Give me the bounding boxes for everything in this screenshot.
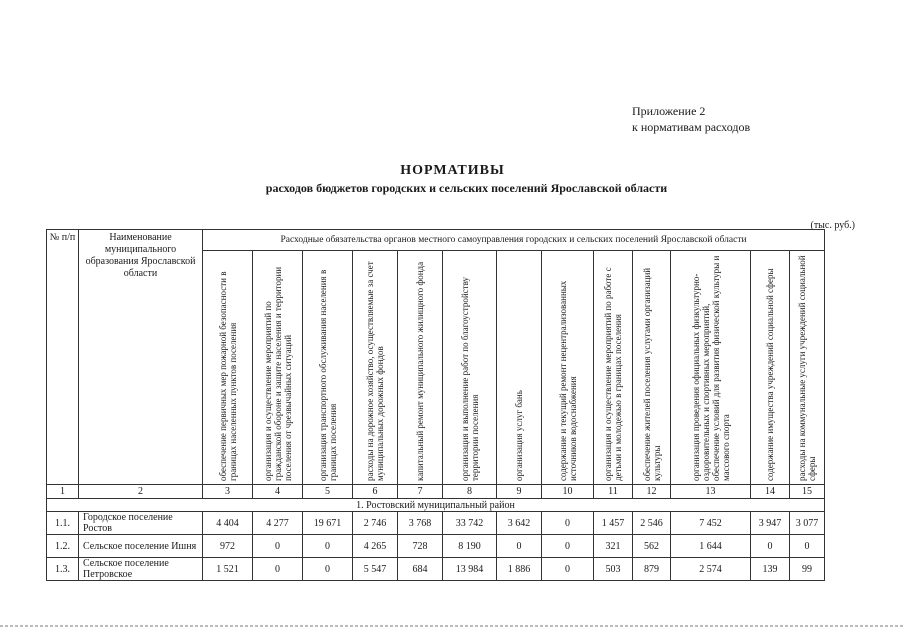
- value-cell: 4 404: [203, 512, 253, 535]
- column-number: 6: [353, 485, 398, 499]
- column-numbering-row: [47, 485, 825, 499]
- column-number: 13: [671, 485, 751, 499]
- table-row: [47, 535, 825, 558]
- table-row: [47, 512, 825, 535]
- value-cell: 503: [594, 558, 633, 581]
- value-cell: 0: [497, 535, 542, 558]
- header-expenses: Расходные обязательства органов местного самоуправления городских и сельских поселений Ярославской области: [203, 230, 825, 251]
- section-row: [47, 499, 825, 512]
- appendix-line-1: Приложение 2: [632, 104, 706, 118]
- value-cell: 0: [542, 512, 594, 535]
- value-cell: 1 886: [497, 558, 542, 581]
- value-cell: 3 642: [497, 512, 542, 535]
- header-number: № п/п: [47, 230, 79, 485]
- column-header-6: [353, 251, 398, 485]
- value-cell: 139: [751, 558, 790, 581]
- table-row: [47, 558, 825, 581]
- column-number: 5: [303, 485, 353, 499]
- column-header-13: [671, 251, 751, 485]
- value-cell: 2 746: [353, 512, 398, 535]
- column-header-label: организация и осуществление мероприятий по работе с детьми и молодежью в границах поселения: [603, 266, 623, 481]
- appendix-label: [632, 103, 750, 135]
- value-cell: 0: [542, 535, 594, 558]
- document-title: НОРМАТИВЫ: [400, 163, 505, 178]
- column-number: 15: [790, 485, 825, 499]
- value-cell: 972: [203, 535, 253, 558]
- municipality-name: Городское поселение Ростов: [79, 512, 203, 535]
- row-number: 1.2.: [47, 535, 79, 558]
- column-header-8: [443, 251, 497, 485]
- column-number: 11: [594, 485, 633, 499]
- row-number: 1.1.: [47, 512, 79, 535]
- column-number: 3: [203, 485, 253, 499]
- value-cell: 3 077: [790, 512, 825, 535]
- column-header-label: организация транспортного обслуживания населения в границах поселения: [317, 269, 338, 481]
- value-cell: 1 457: [594, 512, 633, 535]
- column-header-4: [253, 251, 303, 485]
- section-heading: 1. Ростовский муниципальный район: [47, 499, 825, 512]
- column-header-label: организация и осуществление мероприятий по гражданской обороне и защите населения и территории поселения от чрезвычайных ситуаций: [262, 266, 293, 481]
- column-header-label: обеспечение жителей поселения услугами организаций культуры: [641, 267, 662, 481]
- column-header-10: [542, 251, 594, 485]
- column-header-label: расходы на дорожное хозяйство, осуществляемые за счет муниципальных дорожных фондов: [365, 260, 385, 481]
- appendix-line-2: к нормативам расходов: [632, 120, 751, 134]
- value-cell: 0: [253, 535, 303, 558]
- column-header-14: [751, 251, 790, 485]
- column-header-label: расходы на коммунальные услуги учреждений социальной сферы: [797, 254, 817, 481]
- value-cell: 3 768: [398, 512, 443, 535]
- value-cell: 562: [633, 535, 671, 558]
- column-number: 8: [443, 485, 497, 499]
- value-cell: 321: [594, 535, 633, 558]
- column-header-label: содержание и текущий ремонт нецентрализованных источников водоснабжения: [557, 280, 578, 481]
- column-header-label: организация услуг бань: [514, 389, 524, 481]
- column-header-5: [303, 251, 353, 485]
- column-header-label: обеспечение первичных мер пожарной безопасности в границах населенных пунктов поселения: [217, 271, 238, 481]
- value-cell: 0: [253, 558, 303, 581]
- value-cell: 3 947: [751, 512, 790, 535]
- column-header-11: [594, 251, 633, 485]
- column-number: 9: [497, 485, 542, 499]
- column-header-label: организация и выполнение работ по благоустройству территории поселения: [459, 276, 480, 481]
- value-cell: 0: [751, 535, 790, 558]
- column-header-7: [398, 251, 443, 485]
- column-header-9: [497, 251, 542, 485]
- scan-edge-line: [0, 625, 905, 627]
- value-cell: 13 984: [443, 558, 497, 581]
- value-cell: 4 277: [253, 512, 303, 535]
- header-municipality: Наименование муниципального образования Ярославской области: [79, 230, 203, 485]
- column-header-label: содержание имущества учреждений социальной сферы: [765, 267, 775, 481]
- column-number: 2: [79, 485, 203, 499]
- value-cell: 2 546: [633, 512, 671, 535]
- value-cell: 684: [398, 558, 443, 581]
- column-header-label: организация проведения официальных физкультурно-оздоровительных и спортивных мероприятий, обеспечение условий для развития физической культуры и массового спорта: [690, 255, 731, 481]
- value-cell: 0: [542, 558, 594, 581]
- value-cell: 7 452: [671, 512, 751, 535]
- municipality-name: Сельское поселение Ишня: [79, 535, 203, 558]
- column-header-3: [203, 251, 253, 485]
- value-cell: 99: [790, 558, 825, 581]
- norms-table: [46, 229, 825, 581]
- column-header-12: [633, 251, 671, 485]
- municipality-name: Сельское поселение Петровское: [79, 558, 203, 581]
- column-number: 10: [542, 485, 594, 499]
- units-label: (тыс. руб.): [810, 220, 855, 231]
- document-subtitle: расходов бюджетов городских и сельских поселений Ярославской области: [265, 181, 668, 195]
- value-cell: 33 742: [443, 512, 497, 535]
- value-cell: 1 521: [203, 558, 253, 581]
- value-cell: 0: [303, 535, 353, 558]
- column-number: 4: [253, 485, 303, 499]
- value-cell: 0: [790, 535, 825, 558]
- value-cell: 0: [303, 558, 353, 581]
- value-cell: 728: [398, 535, 443, 558]
- value-cell: 2 574: [671, 558, 751, 581]
- value-cell: 5 547: [353, 558, 398, 581]
- value-cell: 1 644: [671, 535, 751, 558]
- value-cell: 8 190: [443, 535, 497, 558]
- column-header-15: [790, 251, 825, 485]
- value-cell: 19 671: [303, 512, 353, 535]
- row-number: 1.3.: [47, 558, 79, 581]
- column-number: 1: [47, 485, 79, 499]
- value-cell: 4 265: [353, 535, 398, 558]
- column-number: 7: [398, 485, 443, 499]
- column-number: 14: [751, 485, 790, 499]
- value-cell: 879: [633, 558, 671, 581]
- column-number: 12: [633, 485, 671, 499]
- column-header-label: капитальный ремонт муниципального жилищного фонда: [415, 261, 425, 481]
